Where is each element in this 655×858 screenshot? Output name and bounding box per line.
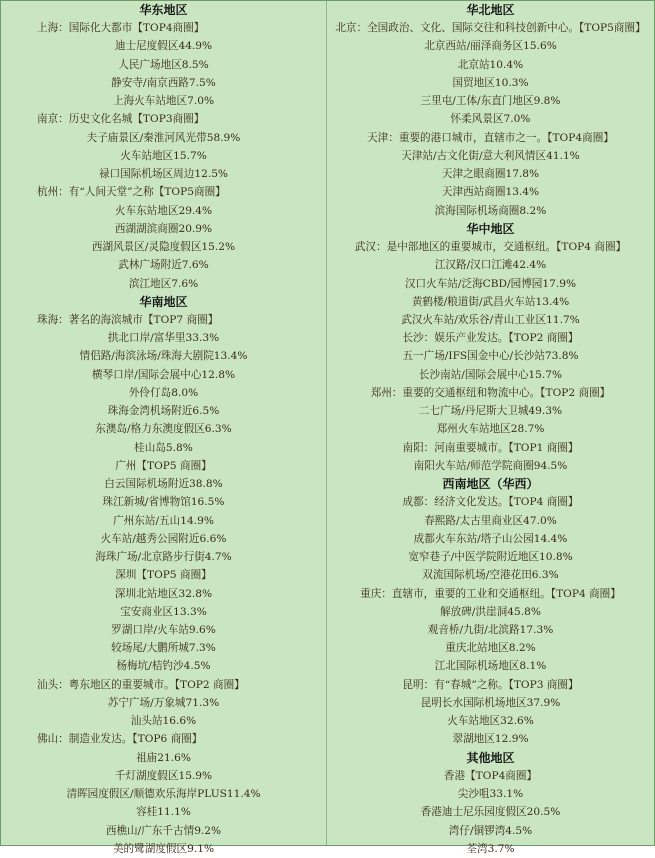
district-row: 人民广场地区8.5% (118, 58, 209, 71)
district-row: 广州【TOP5 商圈】 (115, 459, 212, 472)
district-row: 横琴口岸/国际会展中心12.8% (91, 368, 236, 381)
district-row: 武汉火车站/欢乐谷/青山工业区11.7% (401, 313, 580, 326)
district-row: 火车东站地区29.4% (114, 204, 213, 217)
district-row: 宝安商业区13.3% (120, 605, 207, 618)
city-row: 南京：历史文化名城【TOP3商圈】 (37, 113, 205, 126)
district-row: 国贸地区10.3% (452, 76, 529, 89)
district-row: 宽窄巷子/中医学院附近地区10.8% (408, 551, 573, 564)
district-row: 黄鹤楼/粮道街/武昌火车站13.4% (411, 295, 570, 308)
district-row: 珠海金湾机场附近6.5% (107, 405, 220, 418)
district-row: 上海火车站地区7.0% (112, 95, 215, 108)
district-row: 禄口国际机场区周边12.5% (99, 168, 228, 181)
district-row: 成都火车东站/塔子山公园14.4% (413, 532, 568, 545)
region-header: 华北地区 (466, 3, 515, 17)
district-row: 南阳火车站/师范学院商圈94.5% (413, 459, 568, 472)
district-row: 湾仔/铜锣湾4.5% (448, 824, 533, 837)
district-row: 东澳岛/格力东澳度假区6.3% (95, 423, 232, 436)
city-row: 昆明：有“春城”之称。【TOP3 商圈】 (402, 678, 579, 691)
district-row: 五一广场/IFS国金中心/长沙站73.8% (402, 350, 579, 363)
district-row: 火车站地区15.7% (120, 149, 207, 162)
city-row: 郑州：重要的交通枢纽和物流中心。【TOP2 商圈】 (370, 386, 611, 399)
city-row: 杭州：有“人间天堂”之称【TOP5商圈】 (37, 186, 226, 199)
district-row: 重庆北站地区8.2% (445, 642, 536, 655)
region-header: 西南地区（华西） (442, 477, 539, 492)
city-row: 北京：全国政治、文化、国际交往和科技创新中心。【TOP5商圈】 (335, 22, 646, 35)
district-row: 罗湖口岸/火车站9.6% (111, 623, 216, 636)
district-row: 海珠广场/北京路步行街4.7% (95, 551, 232, 564)
district-row: 天津之眼商圈17.8% (441, 168, 540, 181)
district-row: 观音桥/九街/北滨路17.3% (427, 623, 554, 636)
district-row: 翠湖地区12.9% (452, 733, 529, 746)
city-row: 南阳：河南重要城市。【TOP1 商圈】 (402, 441, 579, 454)
right-column (327, 1, 654, 855)
district-row: 二七广场/丹尼斯大卫城49.3% (418, 405, 563, 418)
city-row: 长沙：娱乐产业发达。【TOP2 商圈】 (402, 332, 579, 345)
district-row: 迪士尼度假区44.9% (114, 40, 213, 53)
district-row: 昆明长水国际机场地区37.9% (420, 696, 561, 709)
district-row: 三里屯/工体/东直门地区9.8% (420, 95, 561, 108)
city-row: 上海：国际化大都市【TOP4商圈】 (37, 22, 205, 35)
district-row: 怀柔风景区7.0% (450, 113, 531, 126)
city-row: 武汉：是中部地区的重要城市，交通枢纽。【TOP4 商圈】 (354, 241, 627, 254)
district-row: 郑州火车站地区28.7% (436, 423, 545, 436)
city-row: 成都：经济文化发达。【TOP4 商圈】 (402, 496, 579, 509)
district-row: 桂山岛5.8% (134, 441, 193, 454)
district-row: 较场尾/大鹏所城7.3% (111, 642, 216, 655)
district-row: 清晖园度假区/顺德欢乐海岸PLUS11.4% (66, 788, 261, 801)
district-row: 长沙南站/国际会展中心15.7% (418, 368, 563, 381)
district-row: 深圳北站地区32.8% (114, 587, 213, 600)
district-row: 容桂11.1% (136, 806, 191, 819)
district-row: 广州东站/五山14.9% (113, 514, 214, 527)
district-row: 荃湾3.7% (466, 842, 515, 855)
city-row: 天津：重要的港口城市，直辖市之一。【TOP4商圈】 (367, 131, 614, 144)
district-row: 静安寺/南京西路7.5% (111, 76, 216, 89)
left-column (1, 1, 326, 855)
district-row: 北京西站/丽泽商务区15.6% (424, 40, 557, 53)
district-row: 江北国际机场地区8.1% (434, 660, 547, 673)
district-row: 尖沙咀33.1% (457, 788, 524, 801)
district-row: 武林广场附近7.6% (118, 259, 209, 272)
region-header: 其他地区 (466, 750, 515, 765)
district-row: 汕头站16.6% (130, 715, 197, 728)
district-row: 杨梅坑/桔钓沙4.5% (116, 660, 211, 673)
district-row: 外伶仃岛8.0% (128, 386, 199, 399)
district-row: 香港【TOP4商圈】 (443, 769, 538, 782)
district-row: 情侣路/海滨泳场/珠海大剧院13.4% (79, 350, 248, 363)
city-row: 佛山：制造业发达。【TOP6 商圈】 (37, 733, 203, 746)
city-row: 汕头：粤东地区的重要城市。【TOP2 商圈】 (37, 678, 245, 691)
region-header: 华南地区 (139, 294, 188, 309)
city-row: 珠海：著名的海滨城市【TOP7 商圈】 (37, 313, 219, 326)
district-row: 拱北口岸/富华里33.3% (107, 332, 220, 345)
district-row: 西樵山/广东千古情9.2% (105, 824, 222, 837)
district-row: 滨海国际机场商圈8.2% (434, 204, 547, 217)
district-row: 北京站10.4% (457, 58, 524, 71)
district-row: 深圳【TOP5 商圈】 (115, 569, 212, 582)
district-row: 汉口火车站/泛海CBD/园博园17.9% (404, 277, 577, 290)
district-row: 解放碑/洪崖洞45.8% (440, 605, 541, 618)
district-row: 春熙路/太古里商业区47.0% (424, 514, 557, 527)
district-row: 天津西站商圈13.4% (441, 186, 540, 199)
district-row: 千灯湖度假区15.9% (114, 769, 213, 782)
district-row: 白云国际机场附近38.8% (104, 478, 223, 491)
district-row: 双流国际机场/空港花田6.3% (422, 569, 559, 582)
city-row: 重庆：直辖市，重要的工业和交通枢纽。【TOP4 商圈】 (360, 587, 621, 600)
district-row: 香港迪士尼乐园度假区20.5% (420, 806, 561, 819)
district-row: 珠江新城/省博物馆16.5% (102, 496, 225, 509)
district-row: 西湖湖滨商圈20.9% (114, 222, 213, 235)
district-row: 滨江地区7.6% (128, 277, 199, 290)
district-row: 火车站/越秀公园附近6.6% (100, 532, 227, 545)
district-row: 美的鹭湖度假区9.1% (112, 842, 215, 855)
district-row: 西湖风景区/灵隐度假区15.2% (91, 241, 236, 254)
region-header: 华东地区 (139, 3, 188, 17)
region-header: 华中地区 (466, 221, 515, 236)
district-row: 火车站地区32.6% (447, 715, 534, 728)
district-row: 天津站/古文化街/意大利风情区41.1% (401, 149, 580, 162)
district-row: 夫子庙景区/秦淮河风光带58.9% (86, 131, 241, 144)
district-row: 江汉路/汉口江滩42.4% (434, 259, 547, 272)
district-row: 祖庙21.6% (136, 751, 191, 764)
district-row: 苏宁广场/万象城71.3% (107, 696, 220, 709)
